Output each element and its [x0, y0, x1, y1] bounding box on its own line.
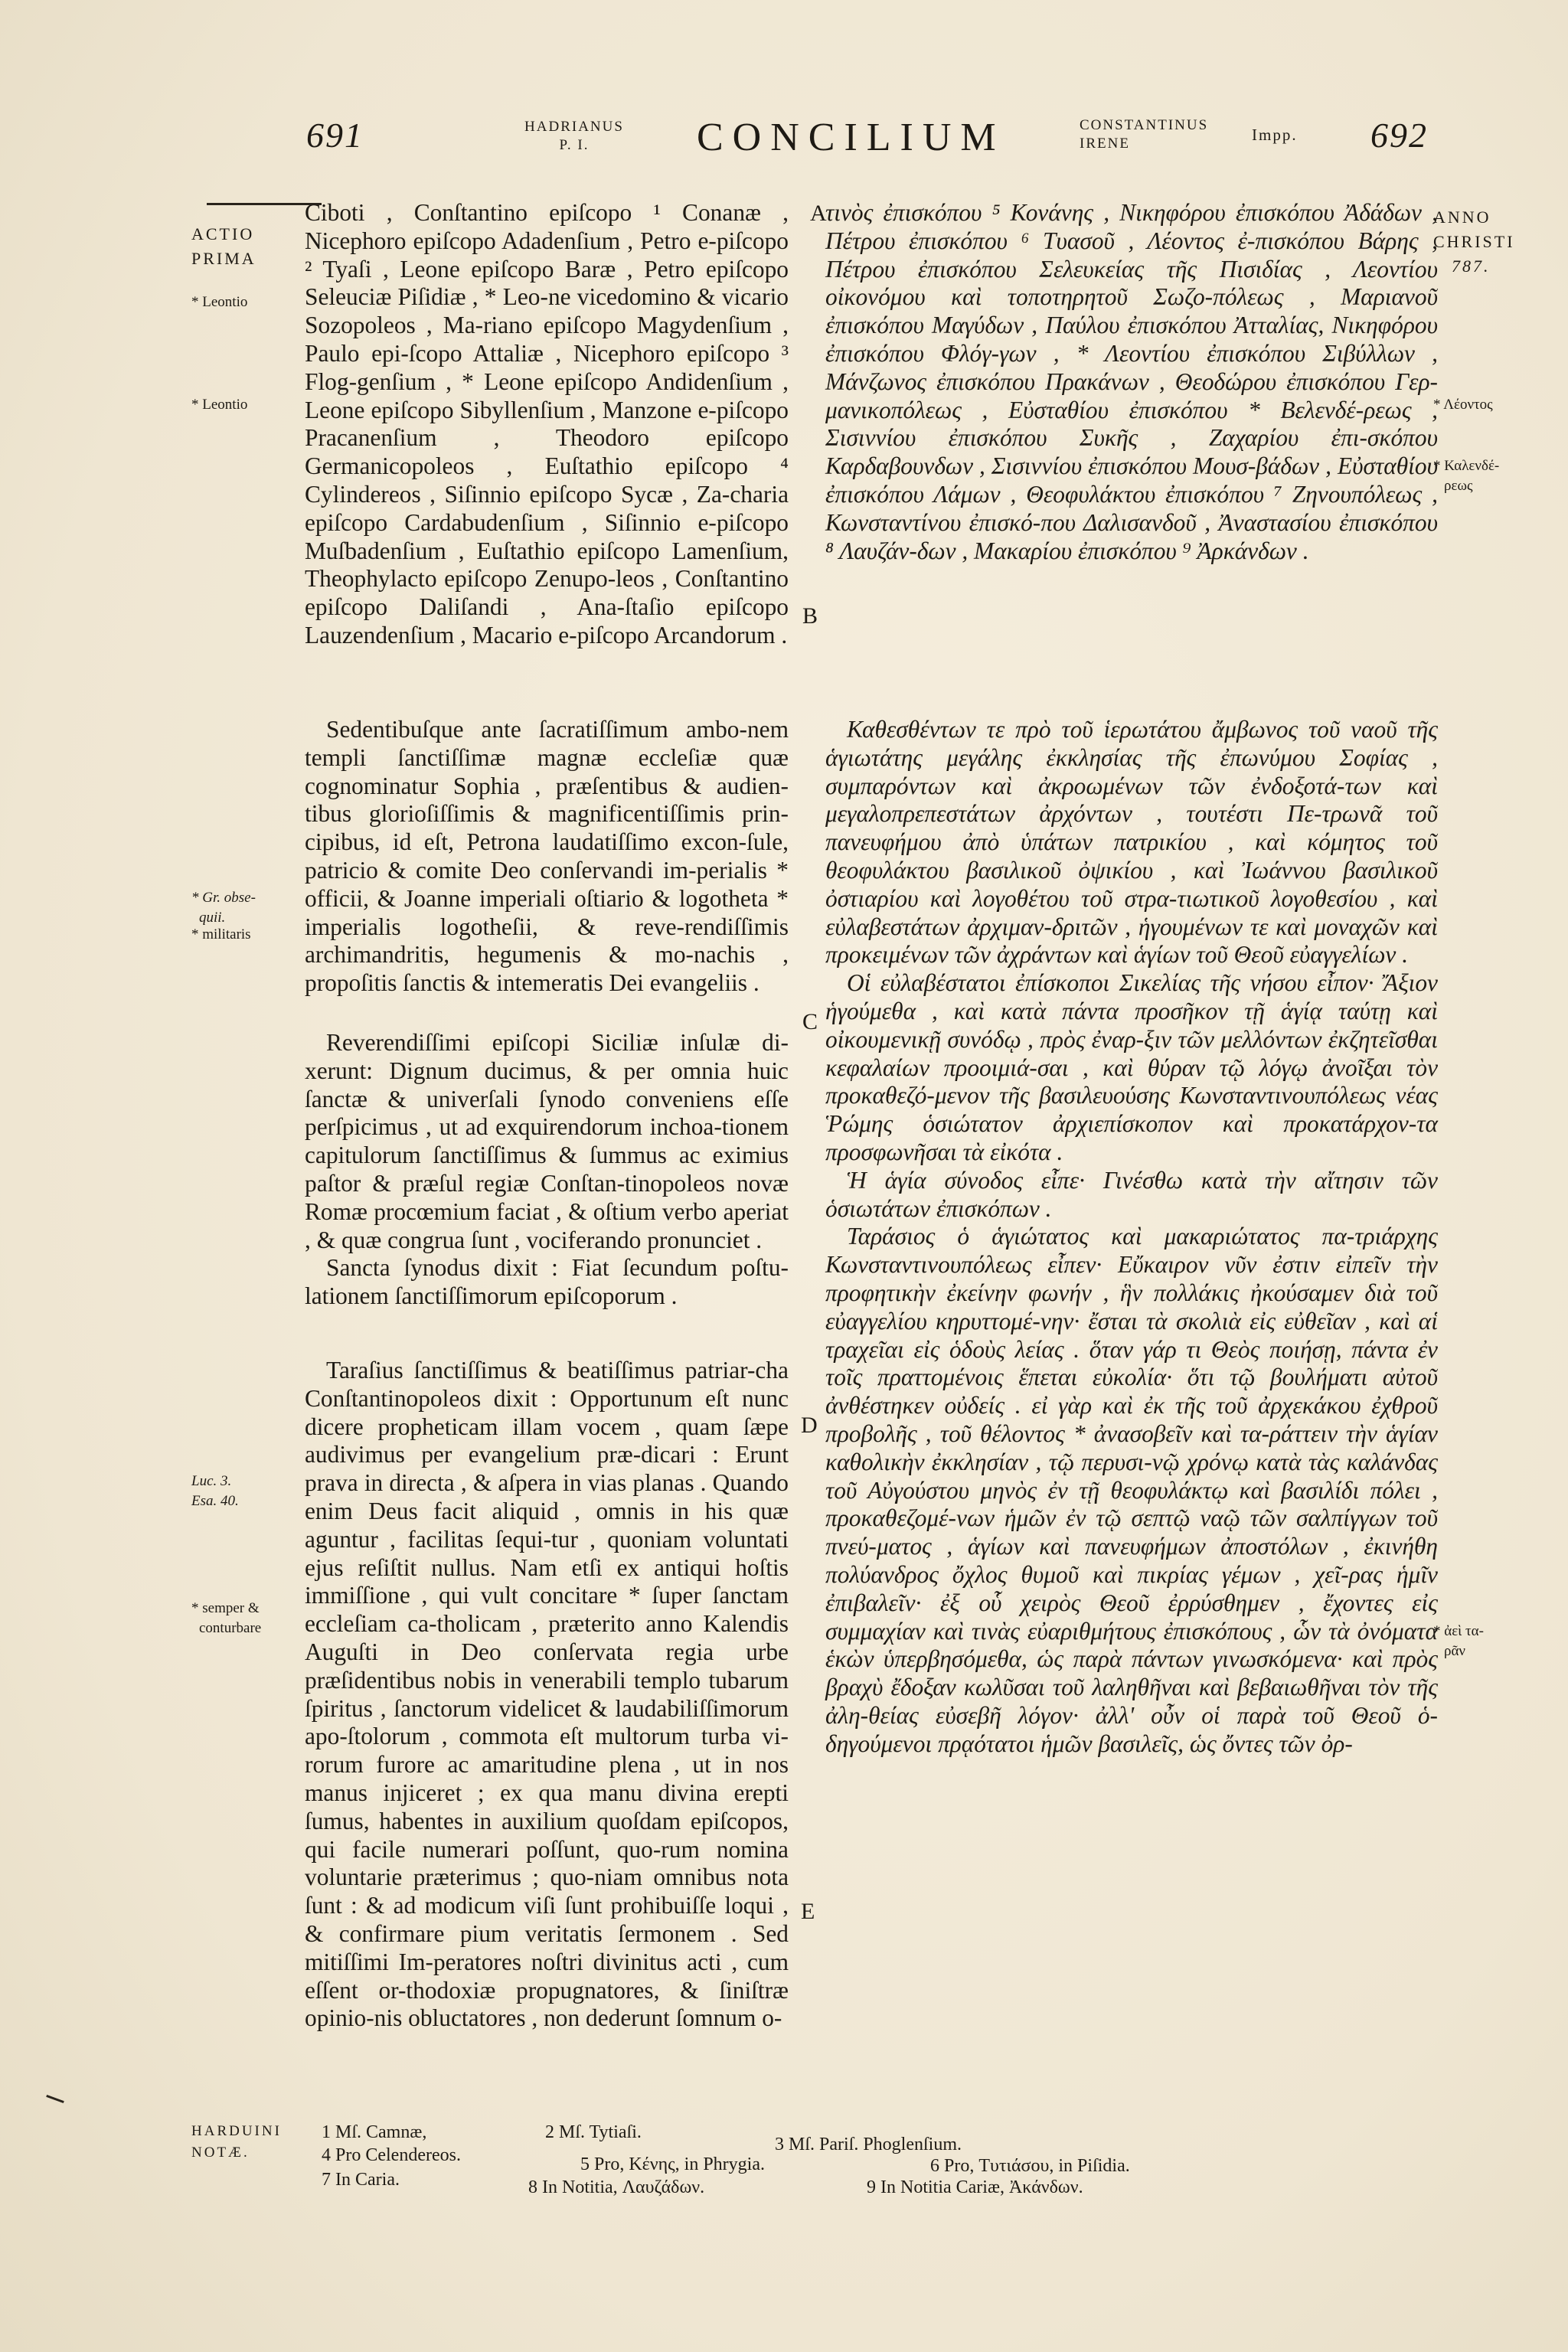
- pope-heading: [490, 118, 658, 155]
- margin-note-leontio-2: * Leontio: [191, 397, 248, 413]
- pope-number: P. I.: [559, 137, 590, 153]
- anno-word: ANNO: [1433, 207, 1491, 227]
- actio-label: [191, 222, 299, 271]
- footnote-mark: [46, 2095, 64, 2103]
- footnote-3: 3 Mſ. Pariſ. Phoglenſium.: [775, 2135, 962, 2154]
- greek-paragraph-bishops: τινὸς ἐπισκόπου ⁵ Κονάνης , Νικηφόρου ἐπισκόπου Ἀδάδων , Πέτρου ἐπισκόπου ⁶ Τυασοῦ , Λέοντος ἐ-πισκόπου Βάρης , Πέτρου ἐπισκόπου Σελευκείας τῆς Πισιδίας , Λεοντίου οἰκονόμου καὶ τοποτηρητοῦ Σωζο-πόλεως , Μαριανοῦ ἐπισκόπου Μαγύδων , Παύλου ἐπισκόπου Ἀτταλίας, Νικηφόρου ἐπισκόπου Φλόγ-γων , * Λεοντίου ἐπισκόπου Σιβύλλων , Μάνζωνος ἐπισκόπου Πρακάνων , Θεοδώρου ἐπισκόπου Γερ-μανικοπόλεως , Εὐσταθίου ἐπισκόπου * Βελενδέ-ρεως , Σισιννίου ἐπισκόπου Συκῆς , Ζαχαρίου ἐπι-σκόπου Καρδαβουνδων , Σισιννίου ἐπισκόπου Μουσ-βάδων , Εὐσταθίου ἐπισκόπου Λάμων , Θεοφυλάκτου ἐπισκόπου ⁷ Ζηνουπόλεως , Κωνσταντίνου ἐπισκό-που Δαλισανδοῦ , Ἀναστασίου ἐπισκόπου ⁸ Λαυζάν-δων , Μακαρίου ἐπισκόπου ⁹ Ἀρκάνδων .: [825, 199, 1438, 564]
- margin-note-gr-obse: * Gr. obse-: [191, 890, 256, 906]
- pope-name: HADRIANUS: [524, 119, 624, 135]
- prima-word: PRIMA: [191, 249, 256, 268]
- latin-paragraph-synod: Sancta ſynodus dixit : Fiat ſecundum poſtu-lationem ſanctiſſimorum epiſcoporum .: [305, 1254, 789, 1310]
- margin-note-quii: quii.: [199, 910, 226, 926]
- margin-note-kalende-2: ρεως: [1444, 478, 1473, 494]
- margin-note-leontio-1: * Leontio: [191, 294, 248, 310]
- latin-column-tarasius: [305, 1357, 789, 2033]
- greek-paragraph-tarasius: Ταράσιος ὁ ἁγιώτατος καὶ μακαριώτατος πα-τριάρχης Κωνσταντινουπόλεως εἶπεν· Εὔκαιρον νῦν ἐστιν εἰπεῖν τὴν προφητικὴν ἐκείνην φωνήν , ἣν πολλάκις ἠκούσαμεν διὰ τοῦ εὐαγγελίου κηρυττομέ-νην· ἔσται τὰ σκολιὰ εἰς εὐθεῖαν , καὶ αἱ τραχεῖαι εἰς ὁδοὺς λείας . ὅταν γάρ τι Θεὸς ποιήσῃ, πάντα ἐν τοῖς πραττομένοις ἕπεται εὐκολία· ὅτι τῷ βουλήματι αὐτοῦ ἀνθέστηκεν οὐδείς . εἰ γὰρ καὶ ἐκ τῆς τοῦ ἀρχεκάκου ἐχθροῦ προβολῆς , τοῦ θέλοντος * ἀνασοβεῖν καὶ τα-ράττειν τὴν ἁγίαν καθολικὴν ἐκκλησίαν , τῷ περυσι-νῷ χρόνῳ κατὰ τὰς καλάνδας τοῦ Αὐγούστου μηνὸς ἐν τῇ θεοφυλάκτῳ καὶ βασιλίδι πόλει , προκαθεζομέ-νων ἡμῶν ἐν τῷ σεπτῷ ναῷ τῶν σαλπίγγων τοῦ πνεύ-ματος , ἁγίων καὶ πανευφήμων ἀποστόλων , ἐκινήθη πολύανδρος ὄχλος θυμοῦ καὶ πικρίας γέμων , χεῖ-ρας ἡμῖν ἐπιβαλεῖν· ἐξ οὗ χειρὸς Θεοῦ ἐρρύσθημεν , ἔχοντες εἰς συμμαχίαν καὶ τινὰς εὐαριθμήτους ἐπισκόπους , ὧν τὰ ὀνόματα ἑκὼν ὑπερβησόμεθα, ὡς παρὰ πάντων γινωσκόμενα· καὶ πρὸς βραχὺ ἔδοξαν κωλῦσαι τοῦ λαληθῆναι καὶ βεβαιωθῆναι τὸν τῆς ἀλη-θείας εὐσεβῆ λόγον· ἀλλ' οὖν οἱ παρὰ τοῦ Θεοῦ ὁ-δηγούμενοι πρᾳότατοι ἡμῶν βασιλεῖς, ὡς ὄντες τῶν ὀρ-: [825, 1223, 1438, 1757]
- margin-note-aei-taran: [1433, 1622, 1548, 1661]
- harduini-word: HARDUINI: [191, 2123, 282, 2139]
- section-letter-a: A: [810, 201, 827, 226]
- latin-paragraph-sedentibus: Sedentibuſque ante ſacratiſſimum ambo-nem templi ſanctiſſimæ magnæ eccleſiæ quæ cognominatur Sophia , præſentibus & audien-tibus glorioſiſſimis & magnificentiſſimis prin-cipibus, id eſt, Petrona laudatiſſimo excon-ſule, patricio & comite Deo conſervandi im-perialis * officii, & Joanne imperiali oſtiario & logotheta * imperialis logotheſii, & reve-rendiſſimis archimandritis, hegumenis & mo-nachis , propoſitis ſanctis & intemeratis Dei evangeliis .: [305, 716, 789, 997]
- page-number-right: 692: [1370, 116, 1428, 155]
- latin-column-sicily: [305, 1029, 789, 1311]
- footnote-4: 4 Pro Celendereos.: [322, 2145, 461, 2165]
- page-title: CONCILIUM: [697, 116, 1005, 159]
- page-number-left: 691: [306, 116, 364, 155]
- section-letter-d: D: [801, 1413, 818, 1438]
- greek-paragraph-kathesthenton: Καθεσθέντων τε πρὸ τοῦ ἱερωτάτου ἄμβωνος τοῦ ναοῦ τῆς ἁγιωτάτης μεγάλης ἐκκλησίας τῆς ἐπωνύμου Σοφίας , συμπαρόντων καὶ ἀκροωμένων τῶν ἐνδοξοτά-των καὶ μεγαλοπρεπεστάτων ἀρχόντων , τουτέστι Πε-τρωνᾶ τοῦ πανευφήμου ἀπὸ ὑπάτων πατρικίου , καὶ κόμητος τοῦ θεοφυλάκτου βασιλικοῦ ὀψικίου , καὶ Ἰωάννου βασιλικοῦ ὀστιαρίου καὶ λογοθέτου τοῦ στρα-τιωτικοῦ λογοθεσίου , καὶ εὐλαβεστάτων ἀρχιμαν-δριτῶν , ἡγουμένων τε καὶ μοναχῶν καὶ προκειμένων τῶν ἀχράντων καὶ ἁγίων τοῦ Θεοῦ εὐαγγελίων .: [825, 716, 1438, 969]
- footnote-1: 1 Mſ. Camnæ,: [322, 2122, 427, 2142]
- footnote-5: 5 Pro, Κένης, in Phrygia.: [580, 2154, 765, 2174]
- latin-paragraph-bishops: Ciboti , Conſtantino epiſcopo ¹ Conanæ , Nicephoro epiſcopo Adadenſium , Petro e-piſcopo ² Tyaſi , Leone epiſcopo Baræ , Petro epiſcopo Seleuciæ Piſidiæ , * Leo-ne vicedomino & vicario Sozopoleos , Ma-riano epiſcopo Magydenſium , Paulo epi-ſcopo Attaliæ , Nicephoro epiſcopo ³ Flog-genſium , * Leone epiſcopo Andidenſium , Leone epiſcopo Sibyllenſium , Manzone e-piſcopo Pracanenſium , Theodoro epiſcopo Germanicopoleos , Euſtathio epiſcopo ⁴ Cylindereos , Siſinnio epiſcopo Sycæ , Za-charia epiſcopo Cardabudenſium , Siſinnio e-piſcopo Muſbadenſium , Euſtathio epiſcopo Lamenſium, Theophylacto epiſcopo Zenupo-leos , Conſtantino epiſcopo Daliſandi , Ana-ſtaſio epiſcopo Lauzendenſium , Macario e-piſcopo Arcandorum .: [305, 199, 789, 648]
- footnote-6: 6 Pro, Τυτιάσου, in Piſidia.: [930, 2156, 1130, 2176]
- notae-word: NOTÆ.: [191, 2145, 250, 2161]
- margin-note-scripture: [191, 1472, 299, 1511]
- section-letter-e: E: [801, 1899, 815, 1924]
- margin-note-leontos: * Λέοντος: [1433, 397, 1493, 413]
- footnote-9: 9 In Notitia Cariæ, Ἀκάνδων.: [867, 2177, 1083, 2197]
- latin-paragraph-sicily: Reverendiſſimi epiſcopi Siciliæ inſulæ di-xerunt: Dignum ducimus, & per omnia huic ſanctæ & univerſali ſynodo conveniens eſſe perſpicimus , ut ad exquirendorum inchoa-tionem capitulorum ſanctiſſimus & ſummus ac eximius paſtor & præſul regiæ Conſtan-tinopoleos novæ Romæ procœmium faciat , & oſtium verbo aperiat , & quæ congrua ſunt , vociferando pronunciet .: [305, 1029, 789, 1253]
- latin-column: [305, 199, 789, 650]
- margin-note-gr-obsequii: [191, 888, 299, 928]
- emperor-constantinus: CONSTANTINUS: [1080, 117, 1209, 133]
- anno-christi-label: [1433, 205, 1548, 279]
- margin-note-kalende-1: * Καλενδέ-: [1433, 458, 1500, 474]
- margin-note-conturbare: conturbare: [199, 1620, 262, 1636]
- section-letter-c: C: [802, 1009, 818, 1034]
- greek-column-session: [825, 716, 1438, 1758]
- margin-note-militaris: * militaris: [191, 926, 251, 942]
- running-head: [0, 115, 1568, 184]
- greek-column: [825, 199, 1438, 565]
- margin-note-kalendereos: [1433, 456, 1548, 496]
- emperors-suffix: Impp.: [1252, 126, 1298, 144]
- christi-word: CHRISTI: [1433, 232, 1515, 251]
- margin-note-semper: [191, 1599, 299, 1638]
- actio-word: ACTIO: [191, 224, 255, 243]
- margin-note-ael-2: ρᾶν: [1444, 1643, 1466, 1659]
- emperors-heading: [1080, 116, 1340, 153]
- margin-note-ael-1: * ἀεὶ τα-: [1433, 1623, 1484, 1639]
- latin-column-session: [305, 716, 789, 998]
- footnote-8: 8 In Notitia, Λαυζάδων.: [528, 2177, 705, 2197]
- footnote-7: 7 In Caria.: [322, 2170, 400, 2190]
- year-value: 787.: [1452, 256, 1491, 276]
- greek-paragraph-sicily: Οἱ εὐλαβέστατοι ἐπίσκοποι Σικελίας τῆς νήσου εἶπον· Ἄξιον ἡγούμεθα , καὶ κατὰ πάντα προσῆκον τῇ ἁγίᾳ ταύτῃ καὶ οἰκουμενικῇ συνόδῳ , πρὸς ἐναρ-ξιν τῶν μελλόντων ἐκζητεῖσθαι κεφαλαίων προοιμιά-σαι , καὶ θύραν τῷ λόγῳ ἀνοῖξαι τὸν προκαθεζό-μενον τῆς βασιλευούσης Κωνσταντινουπόλεως νέας Ῥώμης ὁσιώτατον ἀρχιεπίσκοπον καὶ προκατάρχον-τα προσφωνῆσαι τὰ εἰκότα .: [825, 969, 1438, 1165]
- greek-paragraph-synod: Ἡ ἁγία σύνοδος εἶπε· Γινέσθω κατὰ τὴν αἴτησιν τῶν ὁσιωτάτων ἐπισκόπων .: [825, 1166, 1438, 1222]
- section-letter-b: B: [802, 603, 818, 629]
- footnote-2: 2 Mſ. Tytiaſi.: [545, 2122, 642, 2142]
- footnotes-label: [191, 2121, 306, 2164]
- margin-note-semper-line: * semper &: [191, 1600, 260, 1616]
- margin-note-esa: Esa. 40.: [191, 1493, 239, 1509]
- empress-irene: IRENE: [1080, 136, 1130, 152]
- margin-note-luc: Luc. 3.: [191, 1473, 232, 1489]
- latin-paragraph-tarasius: Taraſius ſanctiſſimus & beatiſſimus patriar-cha Conſtantinopoleos dixit : Opportunum eſt nunc dicere propheticam illam vocem , quam ſæpe audivimus per evangelium præ-dicari : Erunt prava in directa , & aſpera in vias planas . Quando enim Deus facit aliquid , omnis in his quæ aguntur , facilitas ſequi-tur , quoniam voluntati ejus reſiſtit nullus. Nam etſi ex antiqui hoſtis immiſſione , qui vult concitare * ſuper ſanctam eccleſiam ca-tholicam , præterito anno Kalendis Auguſti in Deo conſervata regia urbe præſidentibus nobis in venerabili templo tubarum ſpiritus , ſanctorum videlicet & laudabiliſſimorum apo-ſtolorum , commota eſt multorum turba vi-rorum furore ac amaritudine plena , ut in nos manus injiceret ; ex qua manu divina erepti ſumus, habentes in auxilium quoſdam epiſcopos, qui facile numerari poſſunt, quo-rum nomina voluntarie præterimus ; quo-niam omnibus nota ſunt : & ad modicum viſi ſunt prohibuiſſe loqui , & confirmare pium veritatis ſermonem . Sed mitiſſimi Im-peratores noſtri divinitus acti , cum eſſent or-thodoxiæ propugnatores, & ſiniſtræ opinio-nis obluctatores , non dederunt ſomnum o-: [305, 1357, 789, 2032]
